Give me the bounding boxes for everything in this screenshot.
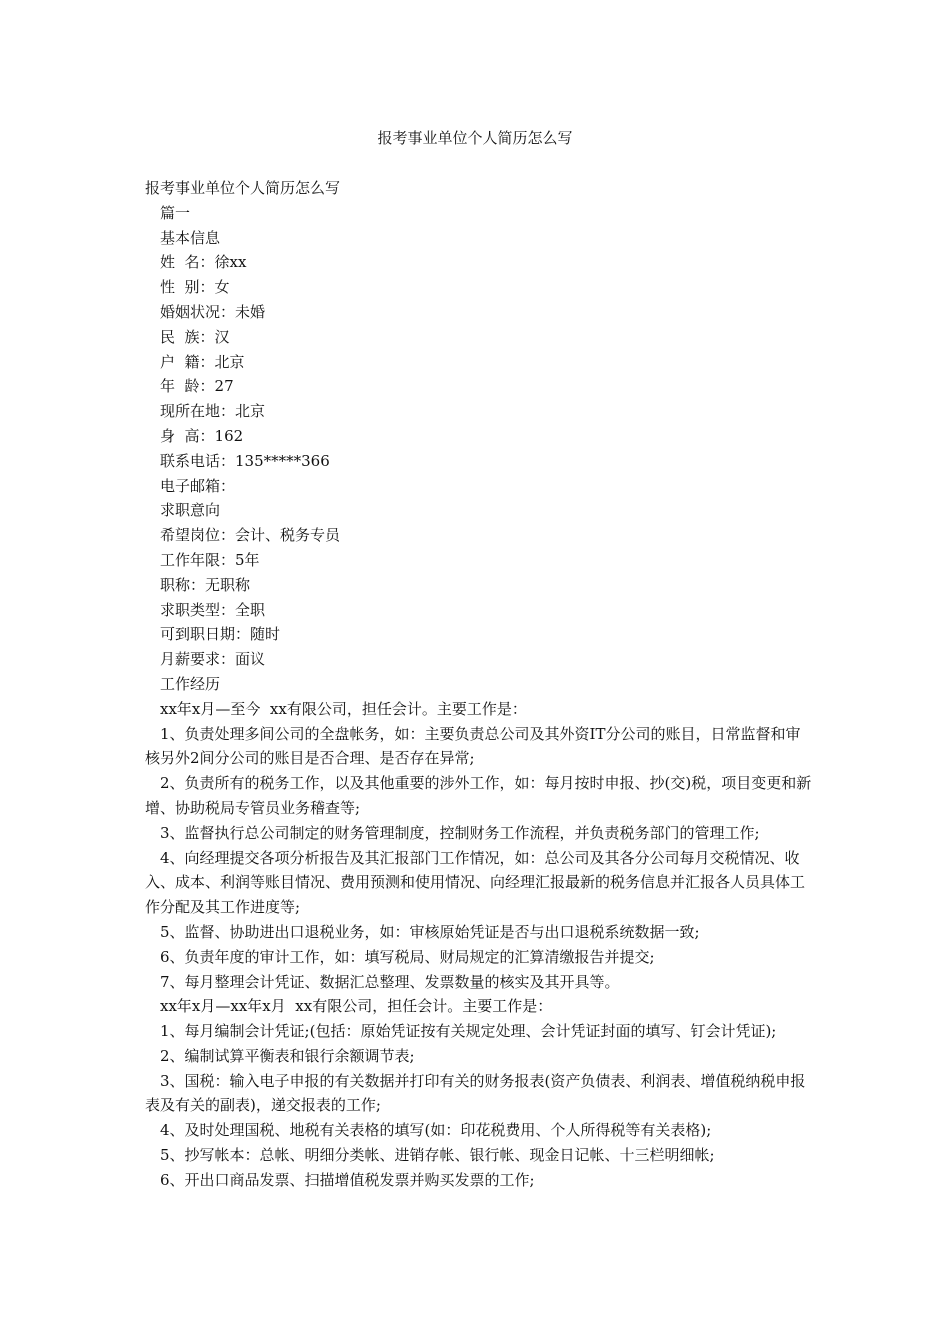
field-email: 电子邮箱： — [160, 476, 236, 495]
field-desired-position: 希望岗位：会计、税务专员 — [160, 526, 341, 545]
field-name: 姓 名：徐xx — [160, 253, 247, 272]
field-gender: 性 别：女 — [160, 278, 230, 297]
job-header: xx年x月—xx年x月 xx有限公司，担任会计。主要工作是： — [160, 997, 553, 1016]
field-residence: 现所在地：北京 — [160, 402, 266, 421]
field-hukou: 户 籍：北京 — [160, 352, 245, 371]
job-header: xx年x月—至今 xx有限公司，担任会计。主要工作是： — [160, 699, 527, 718]
resume-heading: 报考事业单位个人简历怎么写 — [145, 179, 341, 197]
field-ethnicity: 民 族：汉 — [160, 327, 230, 346]
field-height: 身 高：162 — [160, 426, 244, 445]
field-age: 年 龄：27 — [160, 377, 234, 396]
document-body — [145, 176, 815, 1193]
list-item: 4、向经理提交各项分析报告及其汇报部门工作情况，如：总公司及其各分公司每月交税情况、收入、成本、利润等账目情况、费用预测和使用情况、向经理汇报最新的税务信息并汇报各人员具体工作分配及其工作进度等; — [145, 848, 806, 917]
list-item: 3、国税：输入电子申报的有关数据并打印有关的财务报表(资产负债表、利润表、增值税纳税申报表及有关的副表)，递交报表的工作; — [145, 1071, 806, 1115]
list-item: 3、监督执行总公司制定的财务管理制度，控制财务工作流程，并负责税务部门的管理工作; — [160, 823, 760, 842]
field-salary: 月薪要求：面议 — [160, 650, 266, 669]
field-professional-title: 职称：无职称 — [160, 575, 251, 594]
list-item: 2、编制试算平衡表和银行余额调节表; — [160, 1046, 415, 1065]
list-item: 5、监督、协助进出口退税业务，如：审核原始凭证是否与出口退税系统数据一致; — [160, 922, 700, 941]
section-title-basic-info: 基本信息 — [160, 228, 221, 247]
field-start-date: 可到职日期：随时 — [160, 625, 281, 644]
document-title: 报考事业单位个人简历怎么写 — [377, 129, 573, 147]
list-item: 5、抄写帐本：总帐、明细分类帐、进销存帐、银行帐、现金日记帐、十三栏明细帐; — [160, 1146, 715, 1165]
list-item: 2、负责所有的税务工作，以及其他重要的涉外工作，如：每月按时申报、抄(交)税，项目变更和新增、协助税局专管员业务稽查等; — [145, 774, 812, 817]
field-job-type: 求职类型：全职 — [160, 600, 266, 619]
list-item: 6、开出口商品发票、扫描增值税发票并购买发票的工作; — [160, 1170, 535, 1189]
field-phone: 联系电话：135*****366 — [160, 451, 330, 470]
section-title-job-intention: 求职意向 — [160, 501, 221, 520]
field-marital-status: 婚姻状况：未婚 — [160, 302, 266, 321]
part-label: 篇一 — [160, 203, 191, 222]
list-item: 7、每月整理会计凭证、数据汇总整理、发票数量的核实及其开具等。 — [160, 972, 620, 991]
section-title-work-experience: 工作经历 — [160, 674, 221, 693]
list-item: 4、及时处理国税、地税有关表格的填写(如：印花税费用、个人所得税等有关表格); — [160, 1121, 712, 1140]
list-item: 1、每月编制会计凭证;(包括：原始凭证按有关规定处理、会计凭证封面的填写、钉会计凭证); — [160, 1022, 777, 1041]
list-item: 1、负责处理多间公司的全盘帐务，如：主要负责总公司及其外资IT分公司的账目，日常监督和审核另外2间分公司的账目是否合理、是否存在异常; — [145, 724, 801, 768]
field-work-years: 工作年限：5年 — [160, 550, 260, 569]
list-item: 6、负责年度的审计工作，如：填写税局、财局规定的汇算清缴报告并提交; — [160, 947, 655, 966]
